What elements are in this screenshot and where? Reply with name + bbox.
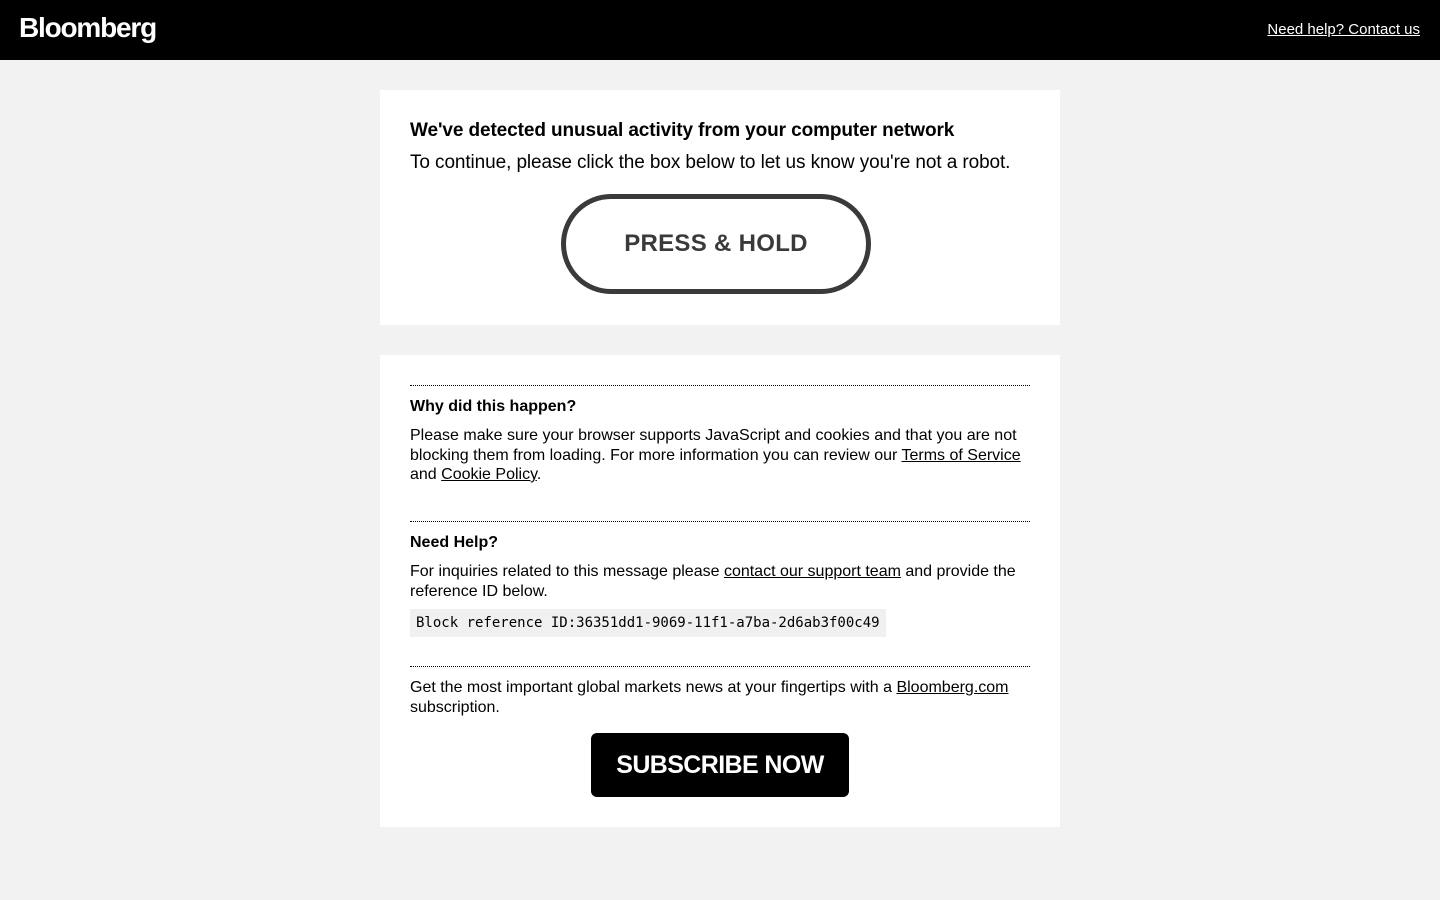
info-card bbox=[380, 355, 1060, 827]
why-text-and: and bbox=[410, 466, 442, 483]
promo-text-end: subscription. bbox=[410, 698, 500, 716]
challenge-card bbox=[380, 90, 1060, 325]
bloomberg-com-link[interactable]: Bloomberg.com bbox=[896, 679, 1009, 696]
help-section bbox=[410, 521, 1030, 637]
why-text-part: Please make sure your browser supports JavaScript and cookies and that you are not blocking them from loading. For more information you can review our bbox=[410, 427, 1017, 464]
instructions-text: To continue, please click the box below to let us know you're not a robot. bbox=[410, 152, 1011, 173]
bloomberg-logo[interactable]: Bloomberg bbox=[19, 12, 156, 43]
why-section bbox=[410, 385, 1030, 485]
press-and-hold-button[interactable] bbox=[561, 194, 871, 294]
contact-support-link[interactable]: contact our support team bbox=[723, 563, 901, 580]
terms-of-service-link[interactable]: Terms of Service bbox=[901, 446, 1021, 464]
subscribe-now-label: SUBSCRIBE NOW bbox=[616, 750, 824, 779]
top-bar bbox=[0, 0, 1440, 60]
help-text-end: and provide the reference ID below. bbox=[410, 563, 1016, 600]
why-title: Why did this happen? bbox=[410, 398, 577, 415]
help-title: Need Help? bbox=[410, 534, 499, 551]
block-reference-id: Block reference ID:36351dd1-9069-11f1-a7ba-2d6ab3f00c49 bbox=[410, 609, 886, 637]
cookie-policy-link[interactable]: Cookie Policy bbox=[441, 466, 537, 483]
page-title: We've detected unusual activity from your computer network bbox=[410, 120, 955, 141]
why-text bbox=[410, 426, 1030, 485]
help-text bbox=[410, 562, 1030, 601]
why-text-end: . bbox=[536, 466, 542, 483]
promo-text bbox=[410, 678, 1030, 717]
help-text-part: For inquiries related to this message please bbox=[410, 563, 724, 580]
promo-section bbox=[410, 666, 1030, 717]
press-and-hold-label: PRESS & HOLD bbox=[624, 230, 808, 257]
contact-us-link[interactable]: Need help? Contact us bbox=[1267, 21, 1420, 38]
subscribe-now-button[interactable] bbox=[591, 733, 849, 797]
promo-text-part: Get the most important global markets news at your fingertips with a bbox=[410, 679, 897, 696]
